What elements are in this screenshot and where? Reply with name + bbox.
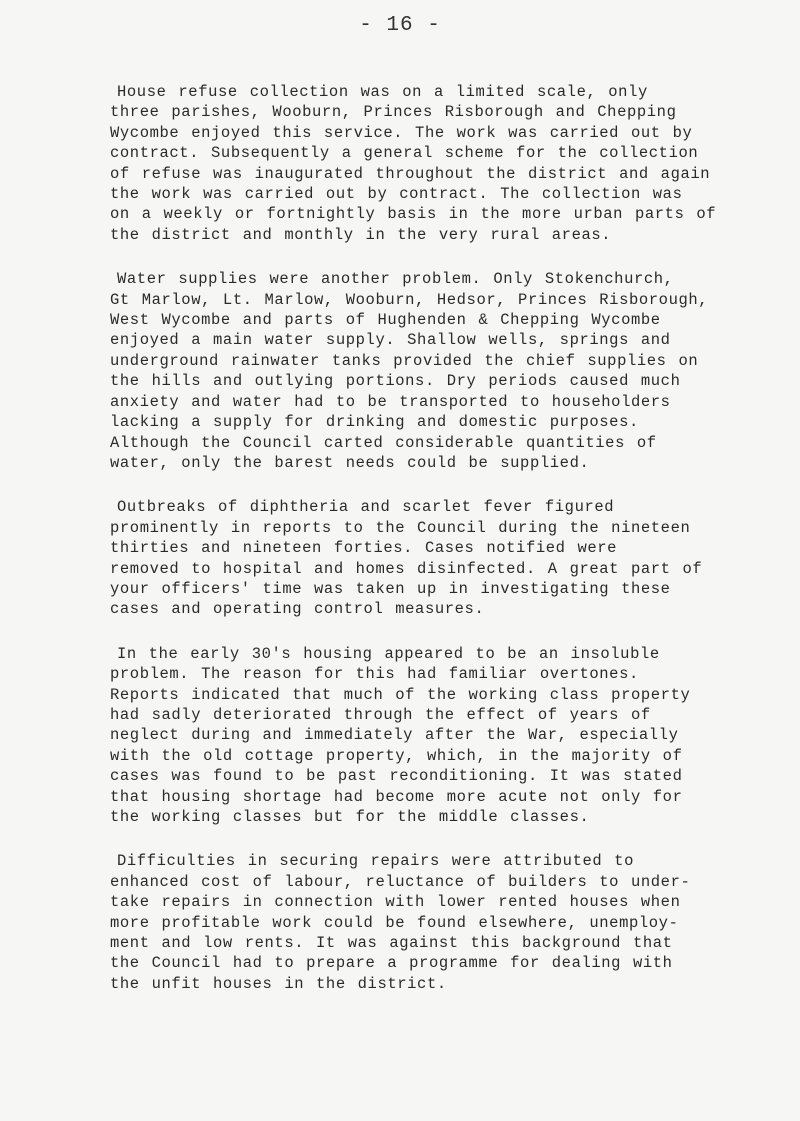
text-line: with the old cottage property, which, in the majority of [110,746,683,765]
text-line: cases was found to be past reconditioning. It was stated [110,767,683,786]
paragraph-water-supplies [110,269,790,473]
text-line: thirties and nineteen forties. Cases notified were [110,539,618,558]
paragraph-housing [110,644,790,828]
text-line: the district and monthly in the very rural areas. [110,225,612,244]
text-line: Reports indicated that much of the working class property [110,685,691,704]
text-line: removed to hospital and homes disinfected. A great part of [110,559,703,578]
text-line: enjoyed a main water supply. Shallow wells, springs and [110,331,671,350]
text-line: ment and low rents. It was against this background that [110,934,673,953]
paragraph-refuse-collection [110,82,790,245]
text-line: Wycombe enjoyed this service. The work was carried out by [110,123,693,142]
text-line: underground rainwater tanks provided the chief supplies on [110,351,699,370]
text-line: had sadly deteriorated through the effect of years of [110,705,651,724]
paragraph-repairs [110,851,790,994]
text-line: cases and operating control measures. [110,600,485,619]
text-line: Although the Council carted considerable quantities of [110,433,657,452]
text-line: three parishes, Wooburn, Princes Risborough and Chepping [110,103,677,122]
text-line: House refuse collection was on a limited scale, only [117,83,648,101]
text-line: Gt Marlow, Lt. Marlow, Wooburn, Hedsor, Princes Risborough, [110,290,709,309]
text-line: prominently in reports to the Council during the nineteen [110,518,691,537]
text-line: the Council had to prepare a programme for dealing with [110,954,673,973]
text-line: water, only the barest needs could be supplied. [110,453,590,472]
text-line: the working classes but for the middle classes. [110,808,590,826]
text-line: neglect during and immediately after the War, especially [110,726,679,745]
text-line: Outbreaks of diphtheria and scarlet fever figured [117,498,615,517]
text-line: In the early 30's housing appeared to be an insoluble [117,644,660,663]
text-line: the unfit houses in the district. [110,974,447,993]
text-line: Water supplies were another problem. Only Stokenchurch, [117,270,674,289]
text-line: that housing shortage had become more acute not only for [110,787,683,806]
text-line: Difficulties in securing repairs were attributed to [117,852,634,871]
text-line: your officers' time was taken up in investigating these [110,579,671,598]
text-line: of refuse was inaugurated throughout the district and again [110,164,711,183]
text-line: anxiety and water had to be transported to householders [110,392,671,411]
text-line: take repairs in connection with lower rented houses when [110,893,681,912]
paragraph-outbreaks [110,497,790,619]
text-line: contract. Subsequently a general scheme for the collection [110,144,699,163]
text-line: problem. The reason for this had familiar overtones. [110,665,639,684]
text-line: more profitable work could be found elsewhere, unemploy- [110,913,679,932]
page-number: - 16 - [359,14,441,37]
text-line: West Wycombe and parts of Hughenden & Chepping Wycombe [110,311,661,330]
document-body [110,82,790,1018]
text-line: enhanced cost of labour, reluctance of builders to under- [110,872,691,891]
text-line: the hills and outlying portions. Dry periods caused much [110,372,681,391]
text-line: lacking a supply for drinking and domestic purposes. [110,413,639,432]
text-line: the work was carried out by contract. The collection was [110,185,683,204]
text-line: on a weekly or fortnightly basis in the more urban parts of [110,205,717,224]
